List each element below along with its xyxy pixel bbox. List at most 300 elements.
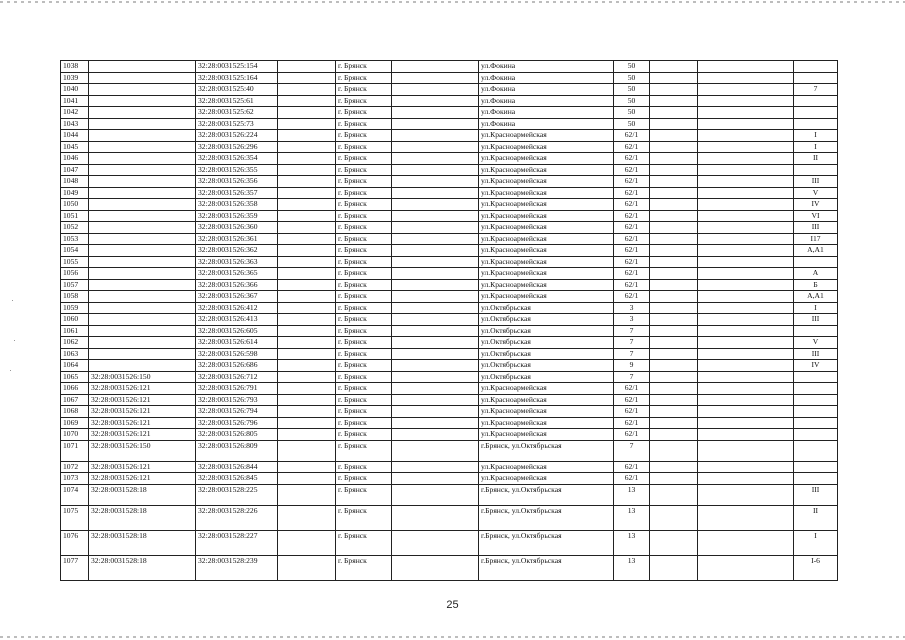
parent-cadastral-cell — [89, 268, 196, 280]
empty-cell — [650, 505, 698, 530]
parent-cadastral-cell — [89, 279, 196, 291]
empty-cell — [698, 360, 794, 372]
city-cell: г. Брянск — [336, 84, 392, 96]
empty-cell — [392, 233, 479, 245]
city-cell: г. Брянск — [336, 371, 392, 383]
premises-number-cell — [794, 325, 838, 337]
premises-number-cell: III — [794, 314, 838, 326]
city-cell: г. Брянск — [336, 291, 392, 303]
street-cell: ул.Красноармейская — [479, 164, 614, 176]
parent-cadastral-cell: 32:28:0031528:18 — [89, 484, 196, 505]
street-cell: ул.Красноармейская — [479, 233, 614, 245]
cadastral-number-cell: 32:28:0031528:227 — [196, 530, 278, 555]
premises-number-cell: А — [794, 268, 838, 280]
table-row — [61, 199, 838, 211]
empty-cell — [650, 222, 698, 234]
city-cell: г. Брянск — [336, 233, 392, 245]
cadastral-number-cell: 32:28:0031526:361 — [196, 233, 278, 245]
city-cell: г. Брянск — [336, 153, 392, 165]
parent-cadastral-cell — [89, 95, 196, 107]
house-number-cell: 13 — [614, 484, 650, 505]
premises-number-cell: Б — [794, 279, 838, 291]
empty-cell — [278, 95, 336, 107]
street-cell: ул.Красноармейская — [479, 130, 614, 142]
street-cell: ул.Красноармейская — [479, 473, 614, 485]
empty-cell — [278, 61, 336, 73]
row-number-cell: 1049 — [61, 187, 89, 199]
table-row — [61, 210, 838, 222]
row-number-cell: 1073 — [61, 473, 89, 485]
empty-cell — [392, 371, 479, 383]
premises-number-cell: I — [794, 530, 838, 555]
city-cell: г. Брянск — [336, 279, 392, 291]
house-number-cell: 62/1 — [614, 187, 650, 199]
empty-cell — [278, 473, 336, 485]
cadastral-number-cell: 32:28:0031525:154 — [196, 61, 278, 73]
empty-cell — [392, 555, 479, 580]
empty-cell — [278, 348, 336, 360]
city-cell: г. Брянск — [336, 555, 392, 580]
city-cell: г. Брянск — [336, 107, 392, 119]
street-cell: ул.Красноармейская — [479, 222, 614, 234]
house-number-cell: 50 — [614, 95, 650, 107]
row-number-cell: 1069 — [61, 417, 89, 429]
parent-cadastral-cell — [89, 360, 196, 372]
city-cell: г. Брянск — [336, 118, 392, 130]
cadastral-number-cell: 32:28:0031528:239 — [196, 555, 278, 580]
empty-cell — [650, 279, 698, 291]
house-number-cell: 62/1 — [614, 176, 650, 188]
premises-number-cell: V — [794, 187, 838, 199]
row-number-cell: 1061 — [61, 325, 89, 337]
empty-cell — [650, 118, 698, 130]
table-row — [61, 256, 838, 268]
empty-cell — [698, 153, 794, 165]
empty-cell — [278, 141, 336, 153]
empty-cell — [698, 72, 794, 84]
empty-cell — [278, 256, 336, 268]
premises-number-cell: II — [794, 153, 838, 165]
table-row — [61, 291, 838, 303]
parent-cadastral-cell — [89, 199, 196, 211]
cadastral-number-cell: 32:28:0031526:363 — [196, 256, 278, 268]
city-cell: г. Брянск — [336, 429, 392, 441]
empty-cell — [650, 268, 698, 280]
street-cell: ул.Октябрьская — [479, 325, 614, 337]
street-cell: ул.Красноармейская — [479, 141, 614, 153]
city-cell: г. Брянск — [336, 325, 392, 337]
house-number-cell: 13 — [614, 555, 650, 580]
empty-cell — [278, 325, 336, 337]
premises-number-cell: А,А1 — [794, 291, 838, 303]
empty-cell — [698, 325, 794, 337]
table-row — [61, 348, 838, 360]
premises-number-cell — [794, 429, 838, 441]
cadastral-number-cell: 32:28:0031528:226 — [196, 505, 278, 530]
empty-cell — [698, 530, 794, 555]
row-number-cell: 1038 — [61, 61, 89, 73]
house-number-cell: 62/1 — [614, 461, 650, 473]
table-row — [61, 279, 838, 291]
empty-cell — [650, 164, 698, 176]
empty-cell — [392, 130, 479, 142]
empty-cell — [392, 530, 479, 555]
empty-cell — [278, 176, 336, 188]
premises-number-cell: V — [794, 337, 838, 349]
empty-cell — [278, 360, 336, 372]
empty-cell — [278, 505, 336, 530]
empty-cell — [392, 484, 479, 505]
premises-number-cell: I17 — [794, 233, 838, 245]
empty-cell — [392, 279, 479, 291]
empty-cell — [698, 302, 794, 314]
city-cell: г. Брянск — [336, 417, 392, 429]
premises-number-cell: 7 — [794, 84, 838, 96]
row-number-cell: 1057 — [61, 279, 89, 291]
empty-cell — [698, 187, 794, 199]
empty-cell — [650, 72, 698, 84]
parent-cadastral-cell: 32:28:0031526:121 — [89, 417, 196, 429]
empty-cell — [392, 107, 479, 119]
cadastral-number-cell: 32:28:0031526:796 — [196, 417, 278, 429]
empty-cell — [278, 530, 336, 555]
city-cell: г. Брянск — [336, 461, 392, 473]
table-row — [61, 314, 838, 326]
empty-cell — [698, 337, 794, 349]
empty-cell — [650, 360, 698, 372]
city-cell: г. Брянск — [336, 406, 392, 418]
premises-number-cell — [794, 107, 838, 119]
premises-number-cell: III — [794, 348, 838, 360]
table-row — [61, 360, 838, 372]
premises-number-cell — [794, 371, 838, 383]
parent-cadastral-cell: 32:28:0031528:18 — [89, 555, 196, 580]
empty-cell — [392, 314, 479, 326]
property-registry-table — [60, 60, 838, 581]
city-cell: г. Брянск — [336, 72, 392, 84]
empty-cell — [650, 555, 698, 580]
empty-cell — [278, 337, 336, 349]
empty-cell — [278, 199, 336, 211]
premises-number-cell: I — [794, 302, 838, 314]
empty-cell — [650, 473, 698, 485]
premises-number-cell — [794, 118, 838, 130]
empty-cell — [650, 484, 698, 505]
house-number-cell: 62/1 — [614, 268, 650, 280]
parent-cadastral-cell — [89, 61, 196, 73]
street-cell: ул.Красноармейская — [479, 394, 614, 406]
table-row — [61, 417, 838, 429]
street-cell: г.Брянск, ул.Октябрьская — [479, 555, 614, 580]
street-cell: ул.Октябрьская — [479, 302, 614, 314]
empty-cell — [392, 473, 479, 485]
house-number-cell: 7 — [614, 337, 650, 349]
registry-body — [61, 61, 838, 581]
empty-cell — [698, 233, 794, 245]
city-cell: г. Брянск — [336, 337, 392, 349]
premises-number-cell — [794, 95, 838, 107]
table-row — [61, 337, 838, 349]
scan-speck — [10, 370, 11, 371]
parent-cadastral-cell: 32:28:0031526:121 — [89, 461, 196, 473]
cadastral-number-cell: 32:28:0031526:355 — [196, 164, 278, 176]
street-cell: ул.Красноармейская — [479, 461, 614, 473]
premises-number-cell — [794, 406, 838, 418]
city-cell: г. Брянск — [336, 505, 392, 530]
empty-cell — [698, 95, 794, 107]
city-cell: г. Брянск — [336, 130, 392, 142]
empty-cell — [392, 164, 479, 176]
cadastral-number-cell: 32:28:0031528:225 — [196, 484, 278, 505]
street-cell: ул.Красноармейская — [479, 383, 614, 395]
empty-cell — [392, 417, 479, 429]
street-cell: ул.Октябрьская — [479, 337, 614, 349]
empty-cell — [650, 394, 698, 406]
row-number-cell: 1064 — [61, 360, 89, 372]
premises-number-cell — [794, 473, 838, 485]
parent-cadastral-cell — [89, 233, 196, 245]
row-number-cell: 1059 — [61, 302, 89, 314]
table-row — [61, 473, 838, 485]
row-number-cell: 1068 — [61, 406, 89, 418]
premises-number-cell — [794, 72, 838, 84]
empty-cell — [278, 417, 336, 429]
table-row — [61, 153, 838, 165]
cadastral-number-cell: 32:28:0031526:356 — [196, 176, 278, 188]
row-number-cell: 1040 — [61, 84, 89, 96]
street-cell: ул.Красноармейская — [479, 291, 614, 303]
parent-cadastral-cell — [89, 176, 196, 188]
empty-cell — [392, 461, 479, 473]
cadastral-number-cell: 32:28:0031526:296 — [196, 141, 278, 153]
empty-cell — [392, 176, 479, 188]
empty-cell — [650, 141, 698, 153]
empty-cell — [278, 279, 336, 291]
row-number-cell: 1074 — [61, 484, 89, 505]
cadastral-number-cell: 32:28:0031526:712 — [196, 371, 278, 383]
city-cell: г. Брянск — [336, 164, 392, 176]
parent-cadastral-cell — [89, 314, 196, 326]
cadastral-number-cell: 32:28:0031526:354 — [196, 153, 278, 165]
parent-cadastral-cell — [89, 291, 196, 303]
empty-cell — [392, 268, 479, 280]
empty-cell — [698, 348, 794, 360]
empty-cell — [698, 268, 794, 280]
premises-number-cell — [794, 383, 838, 395]
parent-cadastral-cell — [89, 130, 196, 142]
empty-cell — [278, 164, 336, 176]
premises-number-cell: VI — [794, 210, 838, 222]
empty-cell — [650, 107, 698, 119]
table-row — [61, 461, 838, 473]
empty-cell — [392, 245, 479, 257]
table-row — [61, 84, 838, 96]
parent-cadastral-cell: 32:28:0031528:18 — [89, 530, 196, 555]
premises-number-cell — [794, 417, 838, 429]
empty-cell — [650, 440, 698, 461]
premises-number-cell — [794, 394, 838, 406]
table-row — [61, 555, 838, 580]
empty-cell — [650, 530, 698, 555]
street-cell: ул.Фокина — [479, 84, 614, 96]
cadastral-number-cell: 32:28:0031526:359 — [196, 210, 278, 222]
parent-cadastral-cell — [89, 256, 196, 268]
street-cell: ул.Октябрьская — [479, 371, 614, 383]
cadastral-number-cell: 32:28:0031526:845 — [196, 473, 278, 485]
table-row — [61, 176, 838, 188]
empty-cell — [392, 222, 479, 234]
row-number-cell: 1055 — [61, 256, 89, 268]
parent-cadastral-cell — [89, 107, 196, 119]
empty-cell — [278, 484, 336, 505]
row-number-cell: 1060 — [61, 314, 89, 326]
city-cell: г. Брянск — [336, 199, 392, 211]
street-cell: ул.Красноармейская — [479, 153, 614, 165]
empty-cell — [698, 473, 794, 485]
empty-cell — [392, 360, 479, 372]
empty-cell — [650, 417, 698, 429]
city-cell: г. Брянск — [336, 314, 392, 326]
empty-cell — [392, 429, 479, 441]
parent-cadastral-cell — [89, 153, 196, 165]
empty-cell — [278, 233, 336, 245]
empty-cell — [698, 141, 794, 153]
empty-cell — [650, 199, 698, 211]
house-number-cell: 62/1 — [614, 141, 650, 153]
row-number-cell: 1045 — [61, 141, 89, 153]
parent-cadastral-cell — [89, 118, 196, 130]
house-number-cell: 62/1 — [614, 417, 650, 429]
parent-cadastral-cell: 32:28:0031526:121 — [89, 473, 196, 485]
house-number-cell: 7 — [614, 348, 650, 360]
empty-cell — [278, 429, 336, 441]
row-number-cell: 1058 — [61, 291, 89, 303]
city-cell: г. Брянск — [336, 394, 392, 406]
empty-cell — [650, 314, 698, 326]
house-number-cell: 13 — [614, 530, 650, 555]
scan-speck — [14, 340, 15, 341]
cadastral-number-cell: 32:28:0031526:805 — [196, 429, 278, 441]
city-cell: г. Брянск — [336, 383, 392, 395]
row-number-cell: 1052 — [61, 222, 89, 234]
empty-cell — [650, 210, 698, 222]
premises-number-cell: I — [794, 141, 838, 153]
parent-cadastral-cell — [89, 164, 196, 176]
empty-cell — [698, 291, 794, 303]
table-row — [61, 505, 838, 530]
empty-cell — [698, 484, 794, 505]
row-number-cell: 1043 — [61, 118, 89, 130]
scan-speck — [12, 300, 13, 301]
parent-cadastral-cell — [89, 337, 196, 349]
page-number: 25 — [446, 599, 459, 611]
cadastral-number-cell: 32:28:0031526:844 — [196, 461, 278, 473]
scan-edge-bottom — [0, 636, 905, 638]
table-row — [61, 268, 838, 280]
parent-cadastral-cell — [89, 245, 196, 257]
cadastral-number-cell: 32:28:0031526:360 — [196, 222, 278, 234]
empty-cell — [698, 429, 794, 441]
empty-cell — [392, 325, 479, 337]
house-number-cell: 7 — [614, 371, 650, 383]
cadastral-number-cell: 32:28:0031526:791 — [196, 383, 278, 395]
city-cell: г. Брянск — [336, 222, 392, 234]
empty-cell — [698, 245, 794, 257]
cadastral-number-cell: 32:28:0031526:809 — [196, 440, 278, 461]
house-number-cell: 62/1 — [614, 199, 650, 211]
table-row — [61, 302, 838, 314]
table-row — [61, 72, 838, 84]
empty-cell — [698, 555, 794, 580]
house-number-cell: 50 — [614, 107, 650, 119]
empty-cell — [650, 291, 698, 303]
street-cell: ул.Октябрьская — [479, 360, 614, 372]
parent-cadastral-cell: 32:28:0031526:121 — [89, 383, 196, 395]
empty-cell — [698, 461, 794, 473]
premises-number-cell: III — [794, 484, 838, 505]
city-cell: г. Брянск — [336, 141, 392, 153]
city-cell: г. Брянск — [336, 440, 392, 461]
empty-cell — [392, 394, 479, 406]
empty-cell — [392, 153, 479, 165]
house-number-cell: 13 — [614, 505, 650, 530]
empty-cell — [650, 84, 698, 96]
house-number-cell: 62/1 — [614, 210, 650, 222]
street-cell: ул.Красноармейская — [479, 176, 614, 188]
empty-cell — [698, 417, 794, 429]
premises-number-cell: II — [794, 505, 838, 530]
empty-cell — [392, 210, 479, 222]
house-number-cell: 62/1 — [614, 222, 650, 234]
cadastral-number-cell: 32:28:0031526:362 — [196, 245, 278, 257]
empty-cell — [278, 461, 336, 473]
table-row — [61, 371, 838, 383]
empty-cell — [278, 107, 336, 119]
empty-cell — [650, 325, 698, 337]
premises-number-cell: IV — [794, 199, 838, 211]
row-number-cell: 1062 — [61, 337, 89, 349]
cadastral-number-cell: 32:28:0031526:598 — [196, 348, 278, 360]
house-number-cell: 7 — [614, 440, 650, 461]
cadastral-number-cell: 32:28:0031526:358 — [196, 199, 278, 211]
table-row — [61, 61, 838, 73]
empty-cell — [278, 72, 336, 84]
empty-cell — [650, 130, 698, 142]
empty-cell — [278, 394, 336, 406]
house-number-cell: 9 — [614, 360, 650, 372]
house-number-cell: 62/1 — [614, 473, 650, 485]
table-row — [61, 222, 838, 234]
table-row — [61, 245, 838, 257]
street-cell: ул.Красноармейская — [479, 429, 614, 441]
empty-cell — [392, 61, 479, 73]
empty-cell — [650, 406, 698, 418]
city-cell: г. Брянск — [336, 348, 392, 360]
empty-cell — [278, 210, 336, 222]
street-cell: ул.Фокина — [479, 95, 614, 107]
row-number-cell: 1072 — [61, 461, 89, 473]
premises-number-cell: I-6 — [794, 555, 838, 580]
row-number-cell: 1053 — [61, 233, 89, 245]
empty-cell — [278, 302, 336, 314]
parent-cadastral-cell — [89, 302, 196, 314]
empty-cell — [650, 233, 698, 245]
house-number-cell: 50 — [614, 118, 650, 130]
parent-cadastral-cell: 32:28:0031526:150 — [89, 440, 196, 461]
cadastral-number-cell: 32:28:0031526:366 — [196, 279, 278, 291]
house-number-cell: 3 — [614, 302, 650, 314]
house-number-cell: 50 — [614, 84, 650, 96]
